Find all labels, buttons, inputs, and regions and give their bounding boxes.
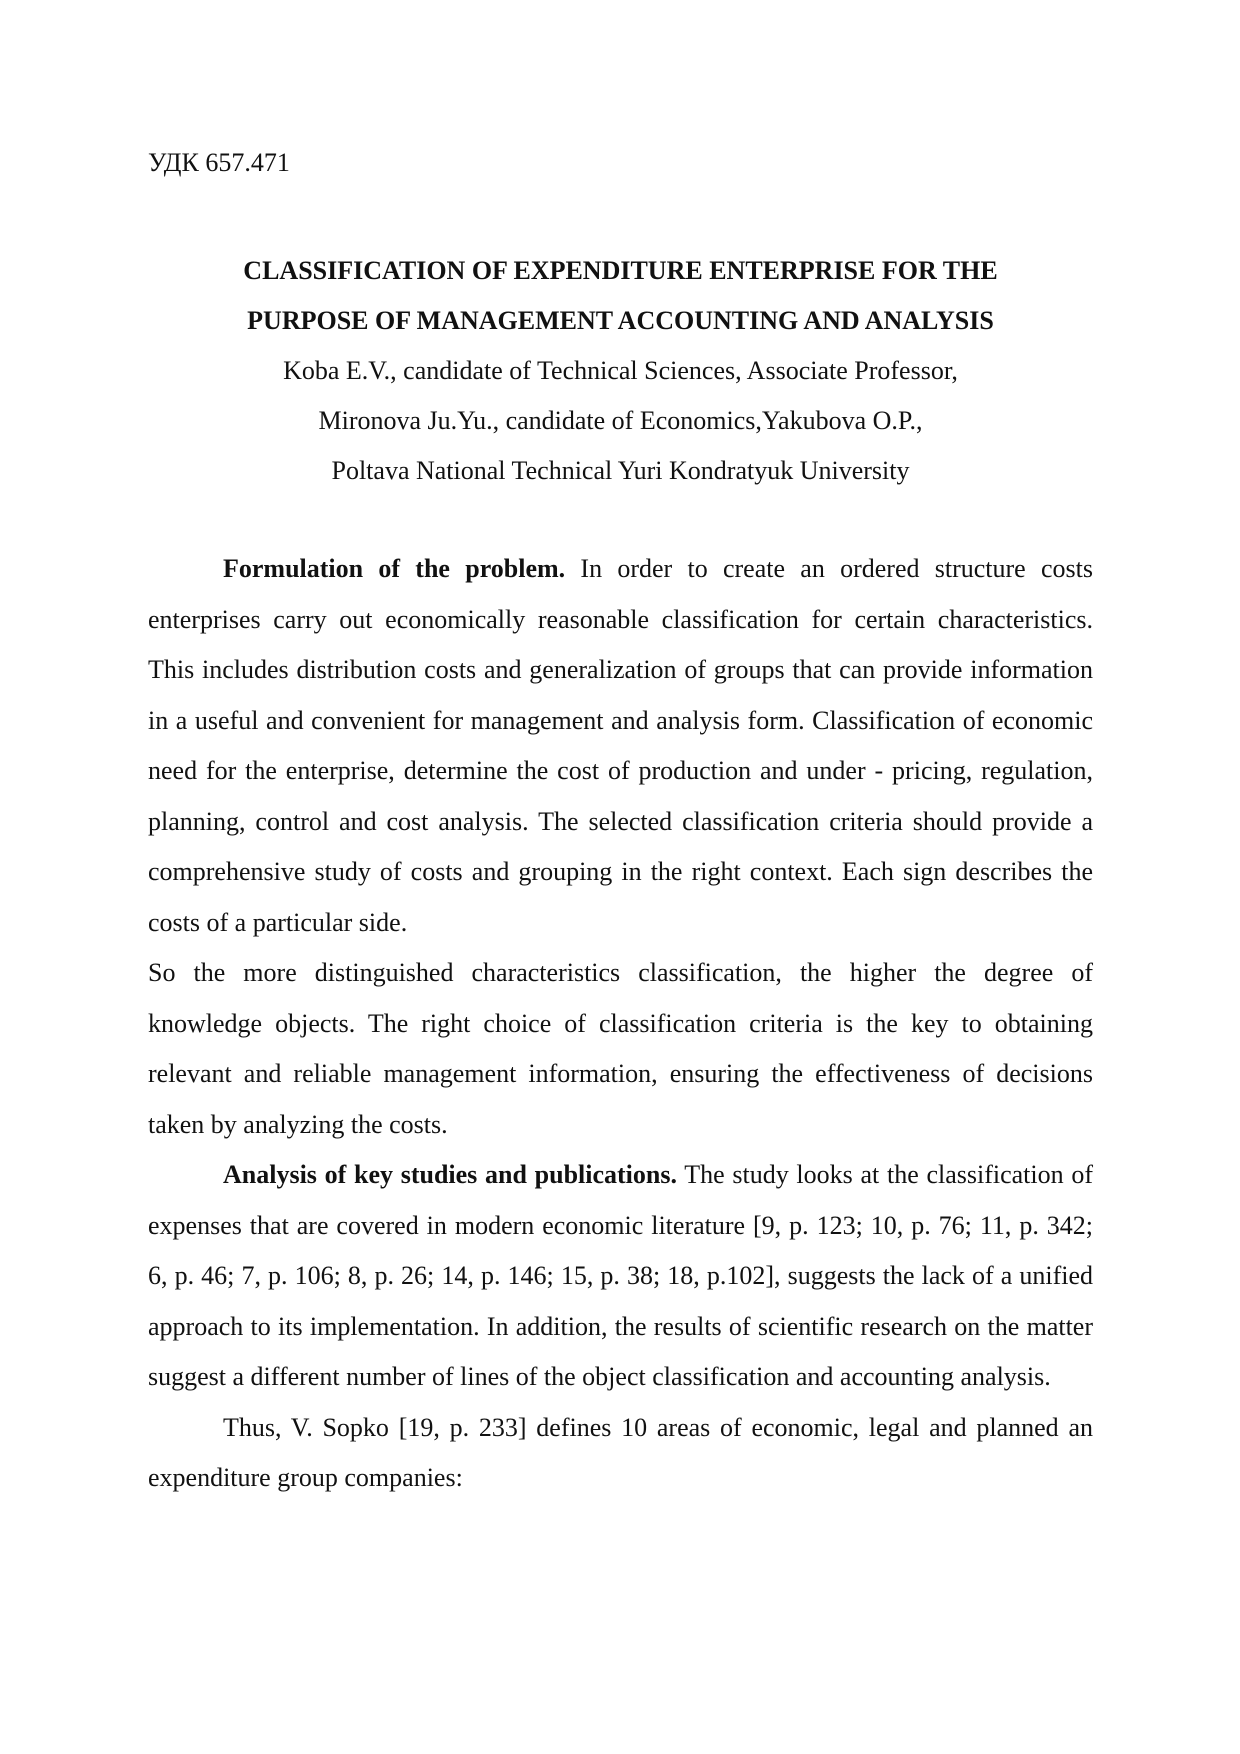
- paragraph-key-studies: [148, 1150, 1093, 1403]
- paragraph-problem-formulation: [148, 544, 1093, 948]
- paper-title: [148, 246, 1093, 346]
- author-line-1: Koba E.V., candidate of Technical Sciences, Associate Professor,: [283, 356, 958, 385]
- udk-code: УДК 657.471: [148, 148, 290, 177]
- title-line-1: CLASSIFICATION OF EXPENDITURE ENTERPRISE FOR THE: [243, 256, 998, 285]
- paragraph-text: The study looks at the classification of expenses that are covered in modern economic literature [9, p. 123; 10, p. 76; 11, p. 342; 6, p. 46; 7, p. 106; 8, p. 26; 14, p. 146; 15, p. 38; 18, p.102], suggests the lack of a unified approach to its implementation. In addition, the results of scientific research on the matter suggest a different number of lines of the object classification and accounting analysis.: [148, 1160, 1093, 1391]
- paragraph-classification-characteristics: [148, 948, 1093, 1150]
- affiliation-line: Poltava National Technical Yuri Kondratyuk University: [331, 456, 910, 485]
- paper-body: [148, 544, 1093, 1504]
- paragraph-lead-heading: Analysis of key studies and publications.: [223, 1160, 677, 1189]
- paragraph-sopko: [148, 1403, 1093, 1504]
- paragraph-text: In order to create an ordered structure costs enterprises carry out economically reasonable classification for certain characteristics. This includes distribution costs and generalization of groups that can provide information in a useful and convenient for management and analysis form. Classification of economic need for the enterprise, determine the cost of production and under - pricing, regulation, planning, control and cost analysis. The selected classification criteria should provide a comprehensive study of costs and grouping in the right context. Each sign describes the costs of a particular side.: [148, 554, 1093, 937]
- author-block: [148, 346, 1093, 496]
- paragraph-text: So the more distinguished characteristics classification, the higher the degree of knowledge objects. The right choice of classification criteria is the key to obtaining relevant and reliable management information, ensuring the effectiveness of decisions taken by analyzing the costs.: [148, 958, 1093, 1139]
- paragraph-lead-heading: Formulation of the problem.: [223, 554, 566, 583]
- title-line-2: PURPOSE OF MANAGEMENT ACCOUNTING AND ANALYSIS: [247, 306, 994, 335]
- author-line-2: Mironova Ju.Yu., candidate of Economics,Yakubova O.P.,: [318, 406, 923, 435]
- paragraph-text: Thus, V. Sopko [19, p. 233] defines 10 areas of economic, legal and planned an expenditure group companies:: [148, 1412, 1093, 1492]
